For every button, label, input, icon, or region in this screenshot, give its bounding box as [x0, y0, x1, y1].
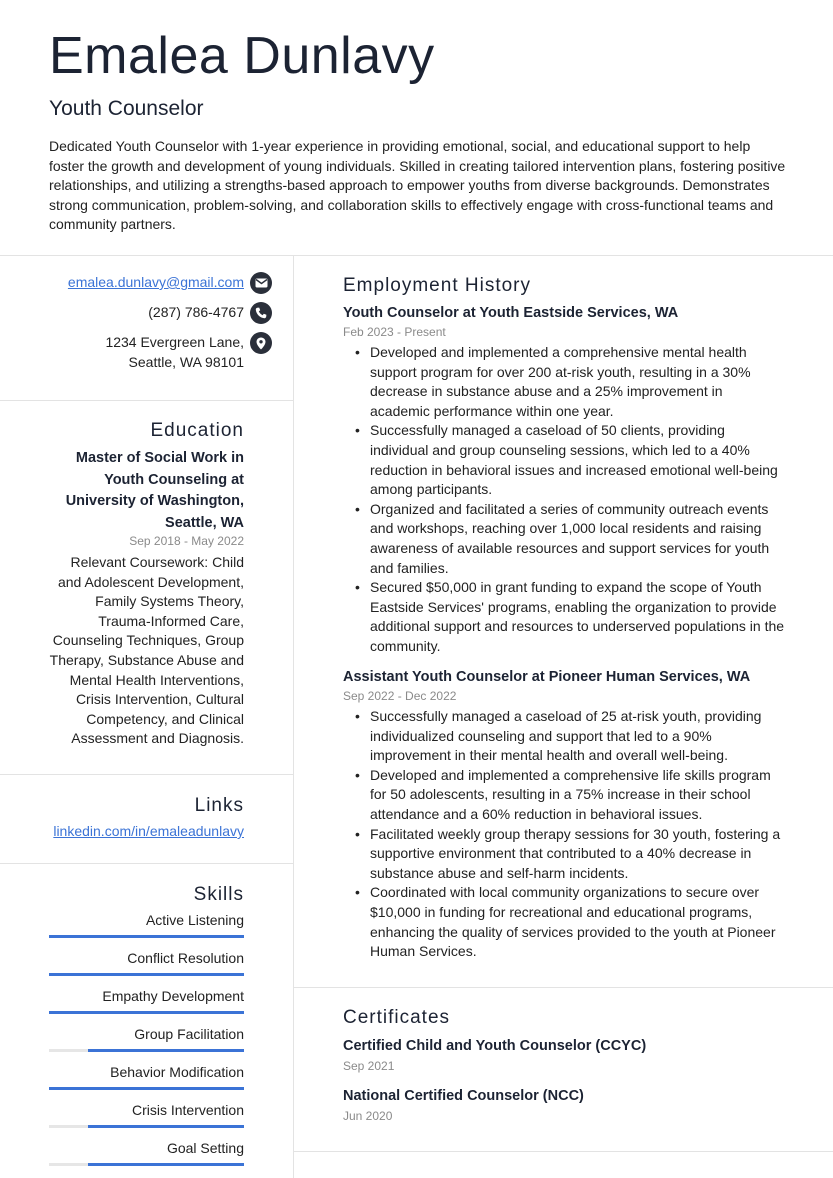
education-heading: Education	[150, 420, 244, 441]
linkedin-link[interactable]: linkedin.com/in/emaleadunlavy	[53, 823, 244, 839]
job-bullet: • Secured $50,000 in grant funding to expand the scope of Youth Eastside Services' programs, enabling the organization to provide additional support and resources to underserved populations in the community.	[343, 578, 786, 656]
skill-level-fill	[88, 1125, 244, 1128]
phone-number: (287) 786-4767	[148, 304, 244, 320]
certificate-title: National Certified Counselor (NCC)	[343, 1088, 584, 1104]
skill-item	[49, 1101, 244, 1139]
candidate-title: Youth Counselor	[49, 97, 204, 120]
job-title: Youth Counselor at Youth Eastside Services, WA	[343, 305, 679, 321]
links-heading: Links	[194, 795, 244, 816]
contact-divider	[0, 400, 293, 401]
envelope-icon	[250, 272, 272, 294]
skill-item	[49, 949, 244, 987]
skill-name: Conflict Resolution	[127, 950, 244, 966]
skill-name: Goal Setting	[166, 1140, 244, 1156]
certificate-entry	[343, 1036, 786, 1075]
job-bullet: • Successfully managed a caseload of 25 at-risk youth, providing individualized counseling and support that led to a 90% improvement in their mental health and overall well-being.	[343, 707, 786, 766]
skill-level-fill	[49, 973, 244, 976]
header-divider	[0, 255, 833, 256]
certificate-entry	[343, 1086, 786, 1125]
skill-name: Group Facilitation	[134, 1026, 244, 1042]
skill-name: Empathy Development	[102, 988, 244, 1004]
skill-level-bar	[49, 1011, 244, 1014]
skill-name: Behavior Modification	[110, 1064, 244, 1080]
job-dates: Sep 2022 - Dec 2022	[343, 689, 457, 703]
job-bullets	[343, 343, 786, 657]
certificate-date: Jun 2020	[343, 1109, 393, 1123]
education-degree: Master of Social Work in Youth Counseling at University of Washington, Seattle, WA	[65, 450, 244, 531]
job-title: Assistant Youth Counselor at Pioneer Human Services, WA	[343, 669, 751, 685]
certificates-divider	[293, 1151, 833, 1152]
job-bullets	[343, 707, 786, 962]
certificates-heading: Certificates	[343, 1007, 451, 1028]
job-bullet: • Developed and implemented a comprehensive mental health support program for over 200 at-risk youth, resulting in a 30% decrease in substance abuse and a 25% improvement in academic performance within one year.	[343, 343, 786, 421]
candidate-name: Emalea Dunlavy	[49, 27, 435, 85]
skill-level-bar	[49, 1087, 244, 1090]
phone-icon	[250, 302, 272, 324]
links-divider	[0, 863, 293, 864]
skill-item	[49, 987, 244, 1025]
skill-level-bar	[49, 1049, 244, 1052]
education-divider	[0, 774, 293, 775]
skill-item	[49, 911, 244, 949]
skill-level-fill	[88, 1049, 244, 1052]
skill-level-fill	[49, 1011, 244, 1014]
certificate-date: Sep 2021	[343, 1059, 395, 1073]
education-description: Relevant Coursework: Child and Adolescent Development, Family Systems Theory, Trauma-Informed Care, Counseling Techniques, Group Therapy, Substance Abuse and Mental Health Interventions, Crisis Intervention, Cultural Competency, and Clinical Assessment and Diagnosis.	[49, 554, 244, 747]
skill-name: Active Listening	[145, 912, 244, 928]
job-bullet: • Developed and implemented a comprehensive life skills program for 50 adolescents, resulting in a 75% increase in their school attendance and a 60% reduction in behavioral issues.	[343, 766, 786, 825]
education-dates: Sep 2018 - May 2022	[129, 534, 244, 548]
job-bullet: • Coordinated with local community organizations to secure over $10,000 in funding for recreational and educational programs, enhancing the quality of services provided to the youth at Pioneer Human Services.	[343, 883, 786, 961]
job-bullet: • Organized and facilitated a series of community outreach events and workshops, reaching over 1,000 local residents and raising awareness of available resources and support services for youth and families.	[343, 500, 786, 578]
skills-heading: Skills	[193, 884, 244, 905]
skill-level-fill	[49, 1087, 244, 1090]
contact-email-row	[50, 273, 272, 294]
skill-level-bar	[49, 1125, 244, 1128]
job-entry	[343, 667, 786, 962]
job-bullet: • Successfully managed a caseload of 50 clients, providing individual and group counseling sessions, which led to a 40% reduction in behavioral issues and increased emotional well-being among participants.	[343, 421, 786, 499]
skill-item	[49, 1025, 244, 1063]
skill-level-bar	[49, 1163, 244, 1166]
skill-level-bar	[49, 973, 244, 976]
skill-level-bar	[49, 935, 244, 938]
job-bullet: • Facilitated weekly group therapy sessions for 30 youth, fostering a supportive environment that contributed to a 40% decrease in substance abuse and self-harm incidents.	[343, 825, 786, 884]
profile-summary: Dedicated Youth Counselor with 1-year experience in providing emotional, social, and educational support to help foster the growth and development of young individuals. Skilled in creating tailored intervention plans, fostering positive relationships, and utilizing a strengths-based approach to empower youths from diverse backgrounds. Demonstrates strong communication, problem-solving, and collaboration skills to effectively engage with cross-functional teams and community partners.	[49, 138, 786, 233]
contact-address-row	[60, 333, 272, 372]
address: 1234 Evergreen Lane, Seattle, WA 98101	[105, 334, 244, 370]
skill-item	[49, 1063, 244, 1101]
skill-level-fill	[88, 1163, 244, 1166]
contact-phone-row	[50, 303, 272, 324]
job-dates: Feb 2023 - Present	[343, 325, 446, 339]
skill-item	[49, 1139, 244, 1177]
location-pin-icon	[250, 332, 272, 354]
column-divider	[293, 256, 294, 1178]
employment-divider	[293, 987, 833, 988]
skill-name: Crisis Intervention	[131, 1102, 244, 1118]
email-link[interactable]: emalea.dunlavy@gmail.com	[67, 274, 244, 290]
skill-level-fill	[49, 935, 244, 938]
job-entry	[343, 303, 786, 657]
certificate-title: Certified Child and Youth Counselor (CCYC)	[343, 1038, 647, 1054]
employment-heading: Employment History	[343, 275, 531, 296]
